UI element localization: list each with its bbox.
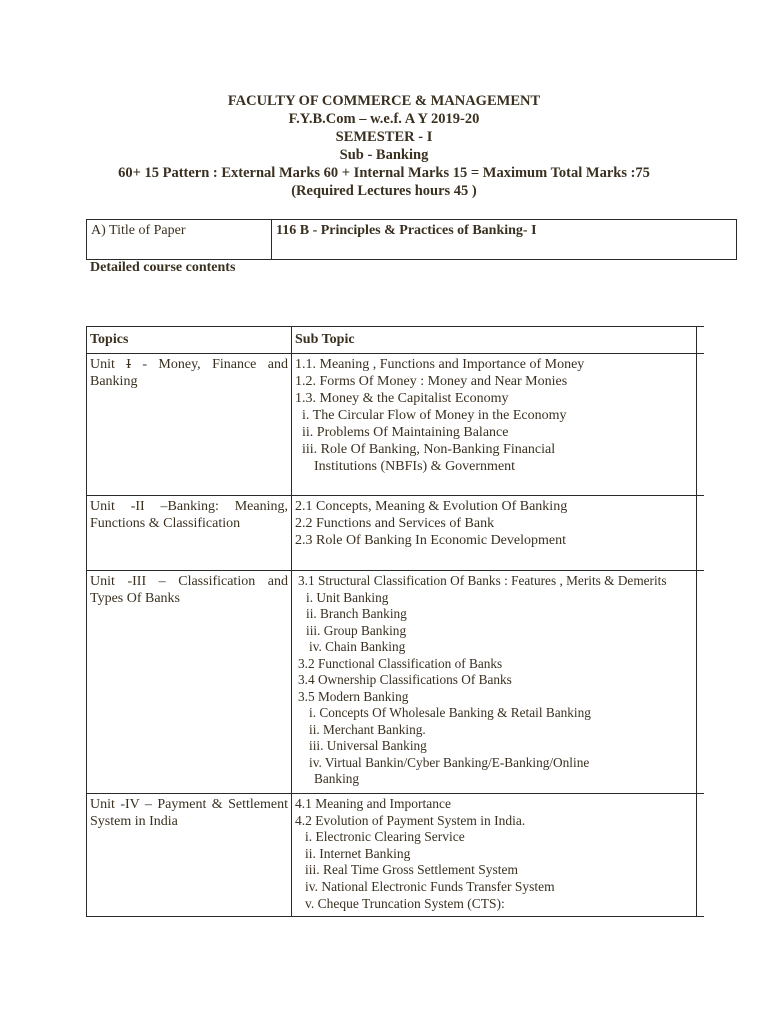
document-header — [0, 92, 768, 200]
subtopic-item: Institutions (NBFIs) & Government — [314, 459, 516, 474]
unit-1-struck-numeral: I — [126, 357, 131, 372]
subtopic-item: iii. Group Banking — [306, 622, 407, 638]
subtopic-item: i. Unit Banking — [306, 589, 389, 605]
subtopic-item: i. Electronic Clearing Service — [305, 829, 465, 845]
subtopic-item: 1.1. Meaning , Functions and Importance of Money — [295, 357, 585, 372]
course-contents-table — [86, 326, 704, 917]
unit-subtopics — [292, 571, 697, 794]
subtopic-item: 2.3 Role Of Banking In Economic Development — [295, 533, 566, 548]
subtopic-item: iii. Universal Banking — [309, 738, 427, 753]
table-row — [87, 571, 704, 794]
subtopic-item: iii. Real Time Gross Settlement System — [305, 862, 519, 878]
unit-subtopics — [292, 354, 697, 496]
subtopic-header: Sub Topic — [292, 327, 697, 354]
unit-4-title: Unit -IV – Payment & Settlement System in India — [90, 797, 288, 829]
edge-cell — [697, 571, 704, 794]
unit-title — [87, 354, 292, 496]
lecture-hours: (Required Lectures hours 45 ) — [291, 183, 477, 199]
paper-title-table — [86, 219, 737, 260]
subtopic-item: 2.2 Functions and Services of Bank — [295, 516, 495, 531]
subject-title: Sub - Banking — [339, 147, 429, 163]
unit-title — [87, 571, 292, 794]
subtopic-item: v. Cheque Truncation System (CTS): — [305, 895, 505, 911]
subtopic-item: 2.1 Concepts, Meaning & Evolution Of Banking — [295, 499, 568, 514]
subtopic-item: ii. Merchant Banking. — [309, 721, 426, 737]
subtopic-item: iv. Chain Banking — [309, 639, 406, 654]
subtopic-item: iii. Role Of Banking, Non-Banking Financial — [302, 442, 556, 457]
topics-header: Topics — [87, 327, 292, 354]
detailed-contents-label: Detailed course contents — [90, 260, 236, 275]
unit-1-name: - Money, Finance and Banking — [90, 357, 289, 389]
unit-1-title — [90, 356, 288, 390]
subtopic-item: i. Concepts Of Wholesale Banking & Retail Banking — [309, 705, 591, 720]
subtopic-item: ii. Branch Banking — [306, 606, 407, 621]
unit-title — [87, 794, 292, 917]
subtopic-item: 3.5 Modern Banking — [298, 688, 409, 704]
subtopic-item: iv. National Electronic Funds Transfer System — [305, 878, 555, 894]
unit-3-title: Unit -III – Classification and Types Of Banks — [90, 574, 288, 606]
table-row — [87, 794, 704, 917]
course-title: F.Y.B.Com – w.e.f. A Y 2019-20 — [288, 111, 480, 127]
unit-1-prefix: Unit — [90, 357, 127, 372]
subtopic-item: ii. Problems Of Maintaining Balance — [302, 425, 509, 440]
subtopic-item: 1.3. Money & the Capitalist Economy — [295, 391, 509, 406]
subtopic-item: 4.2 Evolution of Payment System in India. — [295, 812, 526, 828]
table-header-row — [87, 327, 704, 354]
table-row — [87, 354, 704, 496]
unit-title — [87, 496, 292, 571]
paper-title-label: A) Title of Paper — [87, 220, 272, 260]
subtopic-item: 3.1 Structural Classification Of Banks : Features , Merits & Demerits — [298, 573, 667, 588]
marks-pattern: 60+ 15 Pattern : External Marks 60 + Internal Marks 15 = Maximum Total Marks :75 — [118, 165, 650, 181]
edge-cell — [697, 794, 704, 917]
unit-subtopics — [292, 794, 697, 917]
subtopic-item: Banking — [314, 771, 360, 786]
table-row — [87, 496, 704, 571]
subtopic-item: 1.2. Forms Of Money : Money and Near Monies — [295, 374, 568, 389]
subtopic-item: 3.4 Ownership Classifications Of Banks — [298, 672, 512, 687]
subtopic-item: iv. Virtual Bankin/Cyber Banking/E-Banking/Online — [309, 754, 590, 770]
edge-cell — [697, 327, 704, 354]
edge-cell — [697, 496, 704, 571]
subtopic-item: 3.2 Functional Classification of Banks — [298, 655, 503, 671]
subtopic-item: i. The Circular Flow of Money in the Economy — [302, 408, 567, 423]
edge-cell — [697, 354, 704, 496]
faculty-title: FACULTY OF COMMERCE & MANAGEMENT — [227, 93, 541, 109]
paper-title-value: 116 B - Principles & Practices of Banking- I — [272, 220, 737, 260]
subtopic-item: 4.1 Meaning and Importance — [295, 796, 451, 811]
semester-title: SEMESTER - I — [335, 129, 433, 145]
unit-2-title: Unit -II –Banking: Meaning, Functions & Classification — [90, 499, 288, 531]
subtopic-item: ii. Internet Banking — [305, 845, 411, 861]
paper-title-row — [87, 220, 737, 260]
unit-subtopics — [292, 496, 697, 571]
